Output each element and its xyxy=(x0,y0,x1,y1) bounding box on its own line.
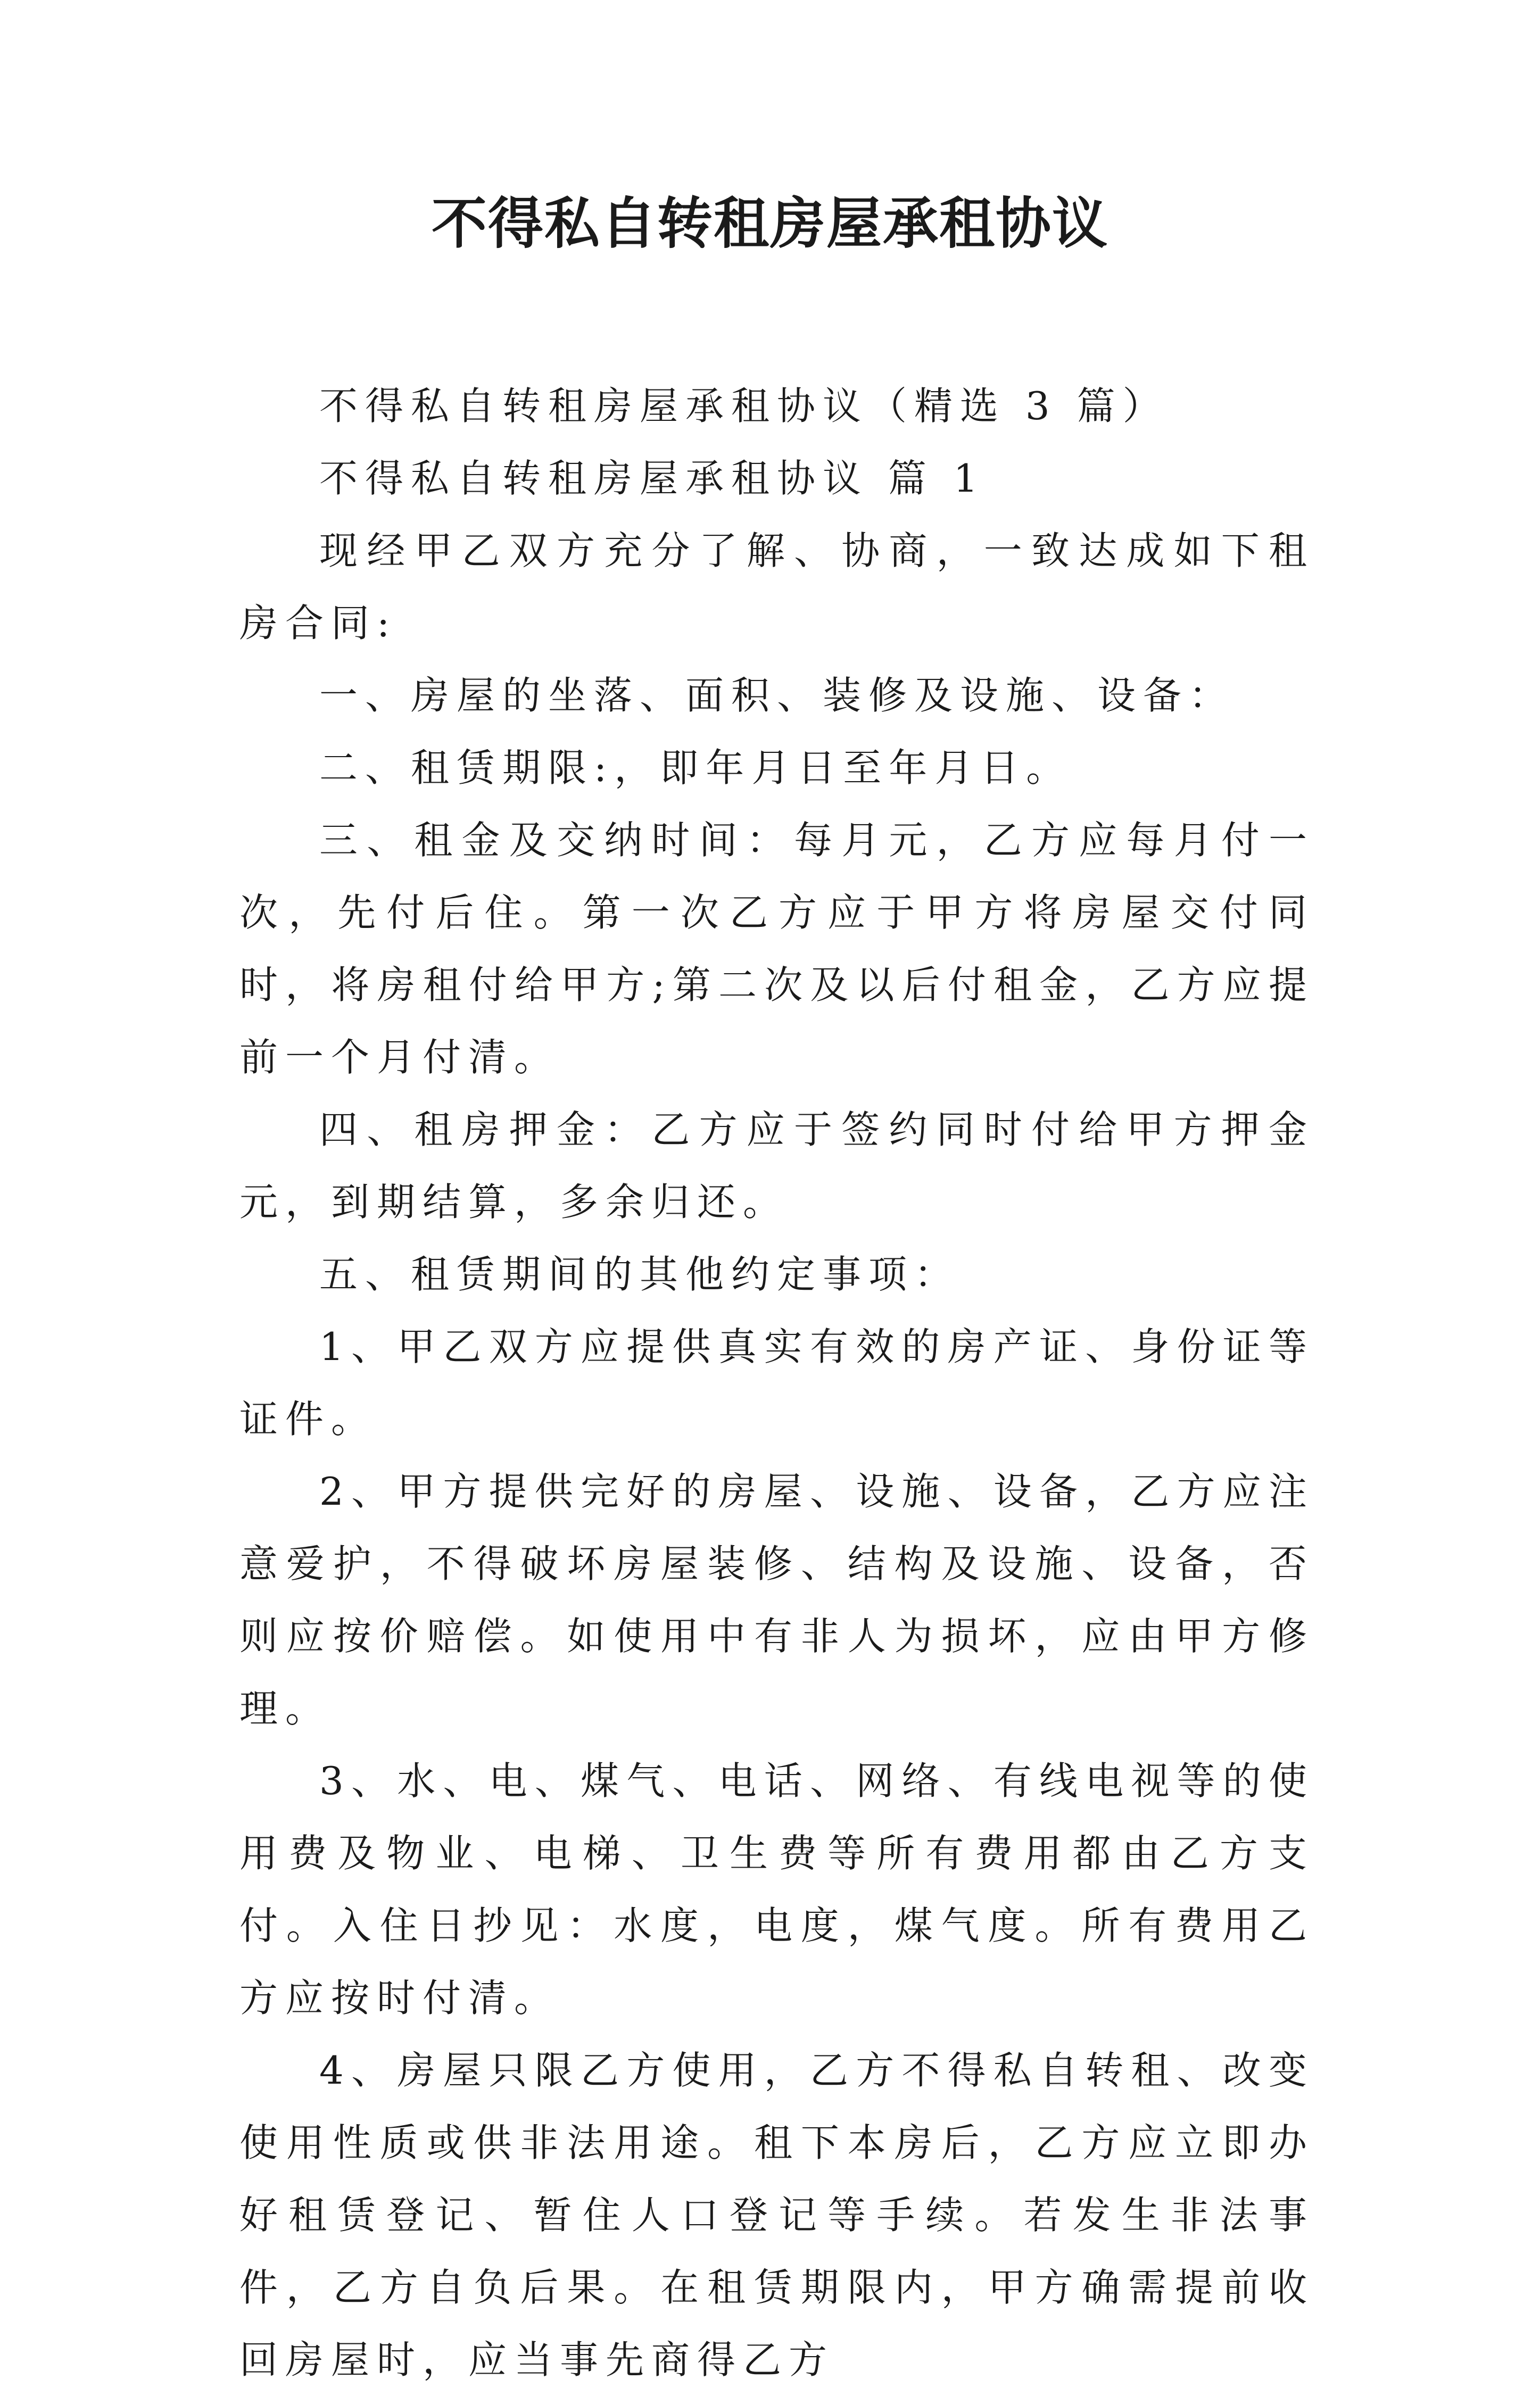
paragraph-clause-5: 五、租赁期间的其他约定事项： xyxy=(319,1252,961,1297)
document-body xyxy=(239,370,1314,2396)
paragraph-item-3: 3、水、电、煤气、电话、网络、有线电视等的使用费及物业、电梯、卫生费等所有费用都由乙方支付。入住日抄见：水度，电度，煤气度。所有费用乙方应按时付清。 xyxy=(239,1759,1314,2020)
paragraph-clause-1: 一、房屋的坐落、面积、装修及设施、设备： xyxy=(319,673,1235,718)
document-title: 不得私自转租房屋承租协议 xyxy=(431,190,1108,256)
paragraph-clause-2: 二、租赁期限:，即年月日至年月日。 xyxy=(319,745,1072,790)
paragraph-part-heading: 不得私自转租房屋承租协议 篇 1 xyxy=(319,456,986,501)
paragraph-item-1: 1、甲乙双方应提供真实有效的房产证、身份证等证件。 xyxy=(239,1324,1314,1441)
paragraph-clause-3: 三、租金及交纳时间：每月元，乙方应每月付一次，先付后住。第一次乙方应于甲方将房屋交付同时，将房租付给甲方;第二次及以后付租金，乙方应提前一个月付清。 xyxy=(239,818,1314,1080)
paragraph-subtitle: 不得私自转租房屋承租协议（精选 3 篇） xyxy=(319,384,1169,428)
paragraph-intro: 现经甲乙双方充分了解、协商，一致达成如下租房合同: xyxy=(239,528,1314,645)
paragraph-clause-4: 四、租房押金：乙方应于签约同时付给甲方押金元，到期结算，多余归还。 xyxy=(239,1107,1314,1224)
paragraph-item-4: 4、房屋只限乙方使用，乙方不得私自转租、改变使用性质或供非法用途。租下本房后，乙方应立即办好租赁登记、暂住人口登记等手续。若发生非法事件，乙方自负后果。在租赁期限内，甲方确需提前收回房屋时，应当事先商得乙方 xyxy=(239,2048,1314,2382)
paragraph-item-2: 2、甲方提供完好的房屋、设施、设备，乙方应注意爱护，不得破坏房屋装修、结构及设施、设备，否则应按价赔偿。如使用中有非人为损坏，应由甲方修理。 xyxy=(239,1469,1314,1731)
